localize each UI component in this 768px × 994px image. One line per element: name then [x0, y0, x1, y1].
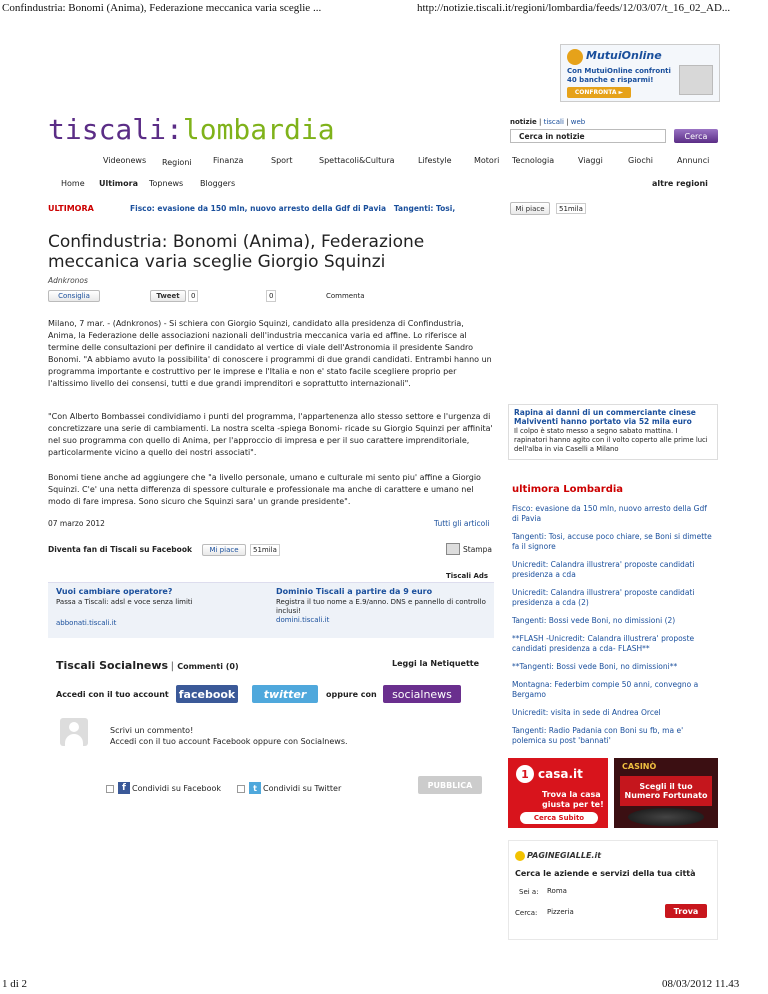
- nav-lifestyle[interactable]: Lifestyle: [418, 156, 452, 165]
- article-paragraph-2: "Con Alberto Bombassei condividiamo i punti del programma, l'appartenenza allo stesso settore e l'urgenza di concretizzare una serie di cambiamenti. La nostra scelta -spiega Bonomi- ricade su Giorgio Squinzi per affinita' nel suo programma con quello di Anima, per l'approccio di impresa e per il suo carattere imprenditoriale, particolarmente vicino a quello dei nostri associati".: [48, 412, 493, 457]
- list-item[interactable]: Unicredit: Calandra illustrera' proposte candidati presidenza a cda (2): [512, 588, 695, 607]
- lotto-brand: CASINÒ: [622, 762, 657, 771]
- ad-link[interactable]: abbonati.tiscali.it: [56, 619, 117, 627]
- ultimora-label: ULTIMORA: [48, 204, 94, 213]
- consiglia-button[interactable]: Consiglia: [48, 290, 100, 302]
- what-input[interactable]: Pizzeria: [547, 908, 574, 916]
- nav-viaggi[interactable]: Viaggi: [578, 156, 603, 165]
- casa-line2: giusta per te!: [542, 800, 604, 809]
- nav-finanza[interactable]: Finanza: [213, 156, 244, 165]
- scope-notizie[interactable]: notizie: [510, 118, 537, 126]
- access-label: Accedi con il tuo account: [56, 690, 169, 699]
- list-item[interactable]: **Tangenti: Bossi vede Boni, no dimissioni**: [512, 662, 678, 671]
- scope-tiscali[interactable]: tiscali: [543, 118, 564, 126]
- tiscali-ads-box: [48, 582, 494, 638]
- ad-link[interactable]: domini.tiscali.it: [276, 616, 330, 624]
- side-news-desc: Il colpo è stato messo a segno sabato mattina. I rapinatori hanno agito con il volto coperto alle prime luci dell'alba in via Caselli a Milano: [514, 427, 708, 453]
- list-item[interactable]: Tangenti: Bossi vede Boni, no dimissioni (2): [512, 616, 676, 625]
- mutuionline-brand: MutuiOnline: [586, 49, 662, 62]
- list-item[interactable]: Fisco: evasione da 150 mln, nuovo arresto della Gdf di Pavia: [512, 504, 707, 523]
- subnav-topnews[interactable]: Topnews: [149, 179, 184, 188]
- altre-regioni-link[interactable]: altre regioni: [652, 179, 708, 188]
- socialnews-header: Tiscali Socialnews | Commenti (0): [56, 659, 239, 672]
- nav-tecnologia[interactable]: Tecnologia: [512, 156, 555, 165]
- logo-region: lombardia: [182, 113, 335, 146]
- list-item[interactable]: Tangenti: Radio Padania con Boni su fb, ma e' polemica su post 'bannati': [512, 726, 684, 745]
- print-datetime: 08/03/2012 11.43: [662, 978, 740, 990]
- article-source: Adnkronos: [48, 276, 88, 285]
- nav-spettacoli[interactable]: Spettacoli&Cultura: [319, 156, 395, 165]
- ad-title[interactable]: Vuoi cambiare operatore?: [56, 587, 173, 596]
- nav-regioni[interactable]: Regioni: [162, 158, 192, 167]
- roulette-illustration: [628, 808, 704, 826]
- ticker-item-2[interactable]: Tangenti: Tosi,: [393, 204, 456, 213]
- all-articles-link[interactable]: Tutti gli articoli: [434, 519, 490, 528]
- mutuionline-ad[interactable]: [560, 44, 720, 102]
- print-page: 1 di 2: [2, 978, 28, 990]
- fb-like-top-button[interactable]: [510, 202, 550, 215]
- twitter-login-button[interactable]: twitter: [252, 685, 318, 703]
- fan-like-count: 51mila: [250, 544, 280, 556]
- lotto-ad[interactable]: [614, 758, 718, 828]
- ad-operatore[interactable]: [56, 587, 256, 627]
- share-twitter-checkbox[interactable]: [237, 785, 245, 793]
- search-button[interactable]: Cerca: [674, 129, 718, 143]
- article-paragraph-3: Bonomi tiene anche ad aggiungere che "a livello personale, umano e culturale mi sento piu' affine a Giorgio Squinzi. C'e' una netta differenza di spessore culturale e professionale ma anche di carattere e umano nel modo di fare impresa. Sono sicuro che Squinzi sara' un grande presidente".: [48, 473, 481, 506]
- nav-annunci[interactable]: Annunci: [677, 156, 710, 165]
- house-illustration: [679, 65, 713, 95]
- or-label: oppure con: [326, 690, 377, 699]
- facebook-login-button[interactable]: facebook: [176, 685, 238, 703]
- print-link[interactable]: Stampa: [463, 545, 492, 554]
- socialnews-login-button[interactable]: socialnews: [383, 685, 461, 703]
- paginegialle-logo-icon: [515, 851, 525, 861]
- casa-brand: casa.it: [538, 767, 583, 781]
- side-news-title[interactable]: Rapina ai danni di un commerciante cinese Malviventi hanno portato via 52 mila euro: [514, 408, 696, 426]
- comments-count: Commenti (0): [177, 662, 239, 671]
- tweet-button[interactable]: Tweet: [150, 290, 186, 302]
- facebook-icon: f: [118, 782, 130, 794]
- fb-like-count: 51mila: [556, 203, 586, 214]
- paginegialle-title: Cerca le aziende e servizi della tua città: [515, 869, 696, 878]
- search-input[interactable]: Cerca in notizie: [510, 129, 666, 143]
- side-news-box[interactable]: [508, 404, 718, 460]
- where-label: Sei a:: [519, 888, 539, 896]
- plusone-count: 0: [266, 290, 276, 302]
- casa-logo-icon: 1: [516, 765, 534, 783]
- list-item[interactable]: **FLASH -Unicredit: Calandra illustrera' proposte candidati presidenza a cda- FLASH**: [512, 634, 695, 653]
- avatar: [60, 718, 88, 746]
- socialnews-title: Tiscali Socialnews: [56, 659, 169, 672]
- paginegialle-brand: PAGINEGIALLE.it: [527, 851, 602, 860]
- ad-desc: Registra il tuo nome a E.9/anno. DNS e pannello di controllo inclusi!: [276, 598, 486, 615]
- list-item[interactable]: Unicredit: visita in sede di Andrea Orcel: [512, 708, 661, 717]
- share-facebook-checkbox[interactable]: [106, 785, 114, 793]
- subnav-bloggers[interactable]: Bloggers: [200, 179, 236, 188]
- what-label: Cerca:: [515, 909, 538, 917]
- comment-prompt[interactable]: [110, 725, 348, 747]
- logo-brand: tiscali:: [48, 113, 183, 146]
- confronta-button[interactable]: CONFRONTA ►: [567, 87, 631, 98]
- share-twitter-label: Condividi su Twitter: [263, 784, 342, 793]
- ticker-item-1[interactable]: Fisco: evasione da 150 mln, nuovo arresto della Gdf di Pavia: [130, 204, 387, 213]
- scope-web[interactable]: web: [570, 118, 586, 126]
- casa-cta-button[interactable]: Cerca Subito: [520, 812, 598, 824]
- article-paragraph-1: Milano, 7 mar. - (Adnkronos) - Si schiera con Giorgio Squinzi, candidato alla presidenza di Confindustria, Anima, la Federazione delle associazioni nazionali dell'industria meccanica varia ed affine. Lo riferisce al termine delle consultazioni per definire il candidato al vertice di viale dell'Astronomia il presidente Sandro Bonomi. "A abbiamo avuto la possibilita' di conoscere i programmi di due grandi candidati. Entrambi hanno un programma importante e costruttivo per le imprese e l'Italia e non e' stato facile scegliere proprio per l'altissimo livello dei consensi, tutti e due grandi imprenditori e soprattutto internazionali".: [48, 319, 492, 388]
- ad-line1: Con MutuiOnline confronti: [567, 67, 671, 75]
- print-icon[interactable]: [446, 543, 460, 555]
- casa-line1: Trova la casa: [542, 790, 601, 799]
- print-url: http://notizie.tiscali.it/regioni/lombardia/feeds/12/03/07/t_16_02_AD...: [417, 2, 731, 14]
- share-facebook-label: Condividi su Facebook: [132, 784, 222, 793]
- nav-videonews[interactable]: Videonews: [103, 156, 147, 165]
- tiscali-ads-label: Tiscali Ads: [446, 572, 489, 580]
- house-icon: [567, 49, 583, 65]
- ad-desc: Passa a Tiscali: adsl e voce senza limiti: [56, 598, 193, 606]
- comment-line1: Scrivi un commento!: [110, 726, 194, 735]
- where-input[interactable]: Roma: [547, 887, 567, 895]
- fan-like-button[interactable]: Mi piace: [202, 544, 246, 556]
- nav-motori[interactable]: Motori: [474, 156, 500, 165]
- article-title: Confindustria: Bonomi (Anima), Federazione meccanica varia sceglie Giorgio Squinzi: [48, 232, 425, 272]
- nav-giochi[interactable]: Giochi: [628, 156, 654, 165]
- publish-button[interactable]: PUBBLICA: [418, 776, 482, 794]
- ad-line2: 40 banche e risparmi!: [567, 76, 654, 84]
- tiscali-logo[interactable]: [48, 113, 335, 146]
- lotto-line2: Numero Fortunato: [624, 791, 708, 800]
- nav-sport[interactable]: Sport: [271, 156, 293, 165]
- commenta-link[interactable]: Commenta: [326, 292, 365, 300]
- ultimora-list: [512, 504, 712, 754]
- ad-dominio[interactable]: [276, 587, 486, 624]
- news-ticker[interactable]: [130, 204, 480, 215]
- list-item[interactable]: Tangenti: Tosi, accuse poco chiare, se Boni si dimette fa il signore: [512, 532, 712, 551]
- fb-like-label: Mi piace: [510, 202, 550, 215]
- trova-button[interactable]: Trova: [665, 904, 707, 918]
- search-scope: notizie | tiscali | web: [510, 118, 586, 126]
- print-title: Confindustria: Bonomi (Anima), Federazione meccanica varia sceglie ...: [2, 2, 322, 14]
- fan-label: Diventa fan di Tiscali su Facebook: [48, 545, 192, 554]
- article-date: 07 marzo 2012: [48, 519, 105, 528]
- lotto-line1: Scegli il tuo: [639, 782, 693, 791]
- comment-line2: Accedi con il tuo account Facebook oppure con Socialnews.: [110, 737, 348, 746]
- ultimora-lombardia-title: ultimora Lombardia: [512, 484, 624, 495]
- tweet-count: 0: [188, 290, 198, 302]
- ad-title[interactable]: Dominio Tiscali a partire da 9 euro: [276, 587, 433, 596]
- twitter-icon: t: [249, 782, 261, 794]
- subnav-home[interactable]: Home: [61, 179, 85, 188]
- subnav-ultimora[interactable]: Ultimora: [99, 179, 138, 188]
- casa-ad[interactable]: [508, 758, 608, 828]
- list-item[interactable]: Montagna: Federbim compie 50 anni, convegno a Bergamo: [512, 680, 699, 699]
- lotto-banner: [620, 776, 712, 806]
- netiquette-link[interactable]: Leggi la Netiquette: [392, 659, 480, 668]
- list-item[interactable]: Unicredit: Calandra illustrera' proposte candidati presidenza a cda: [512, 560, 695, 579]
- paginegialle-widget: [508, 840, 718, 940]
